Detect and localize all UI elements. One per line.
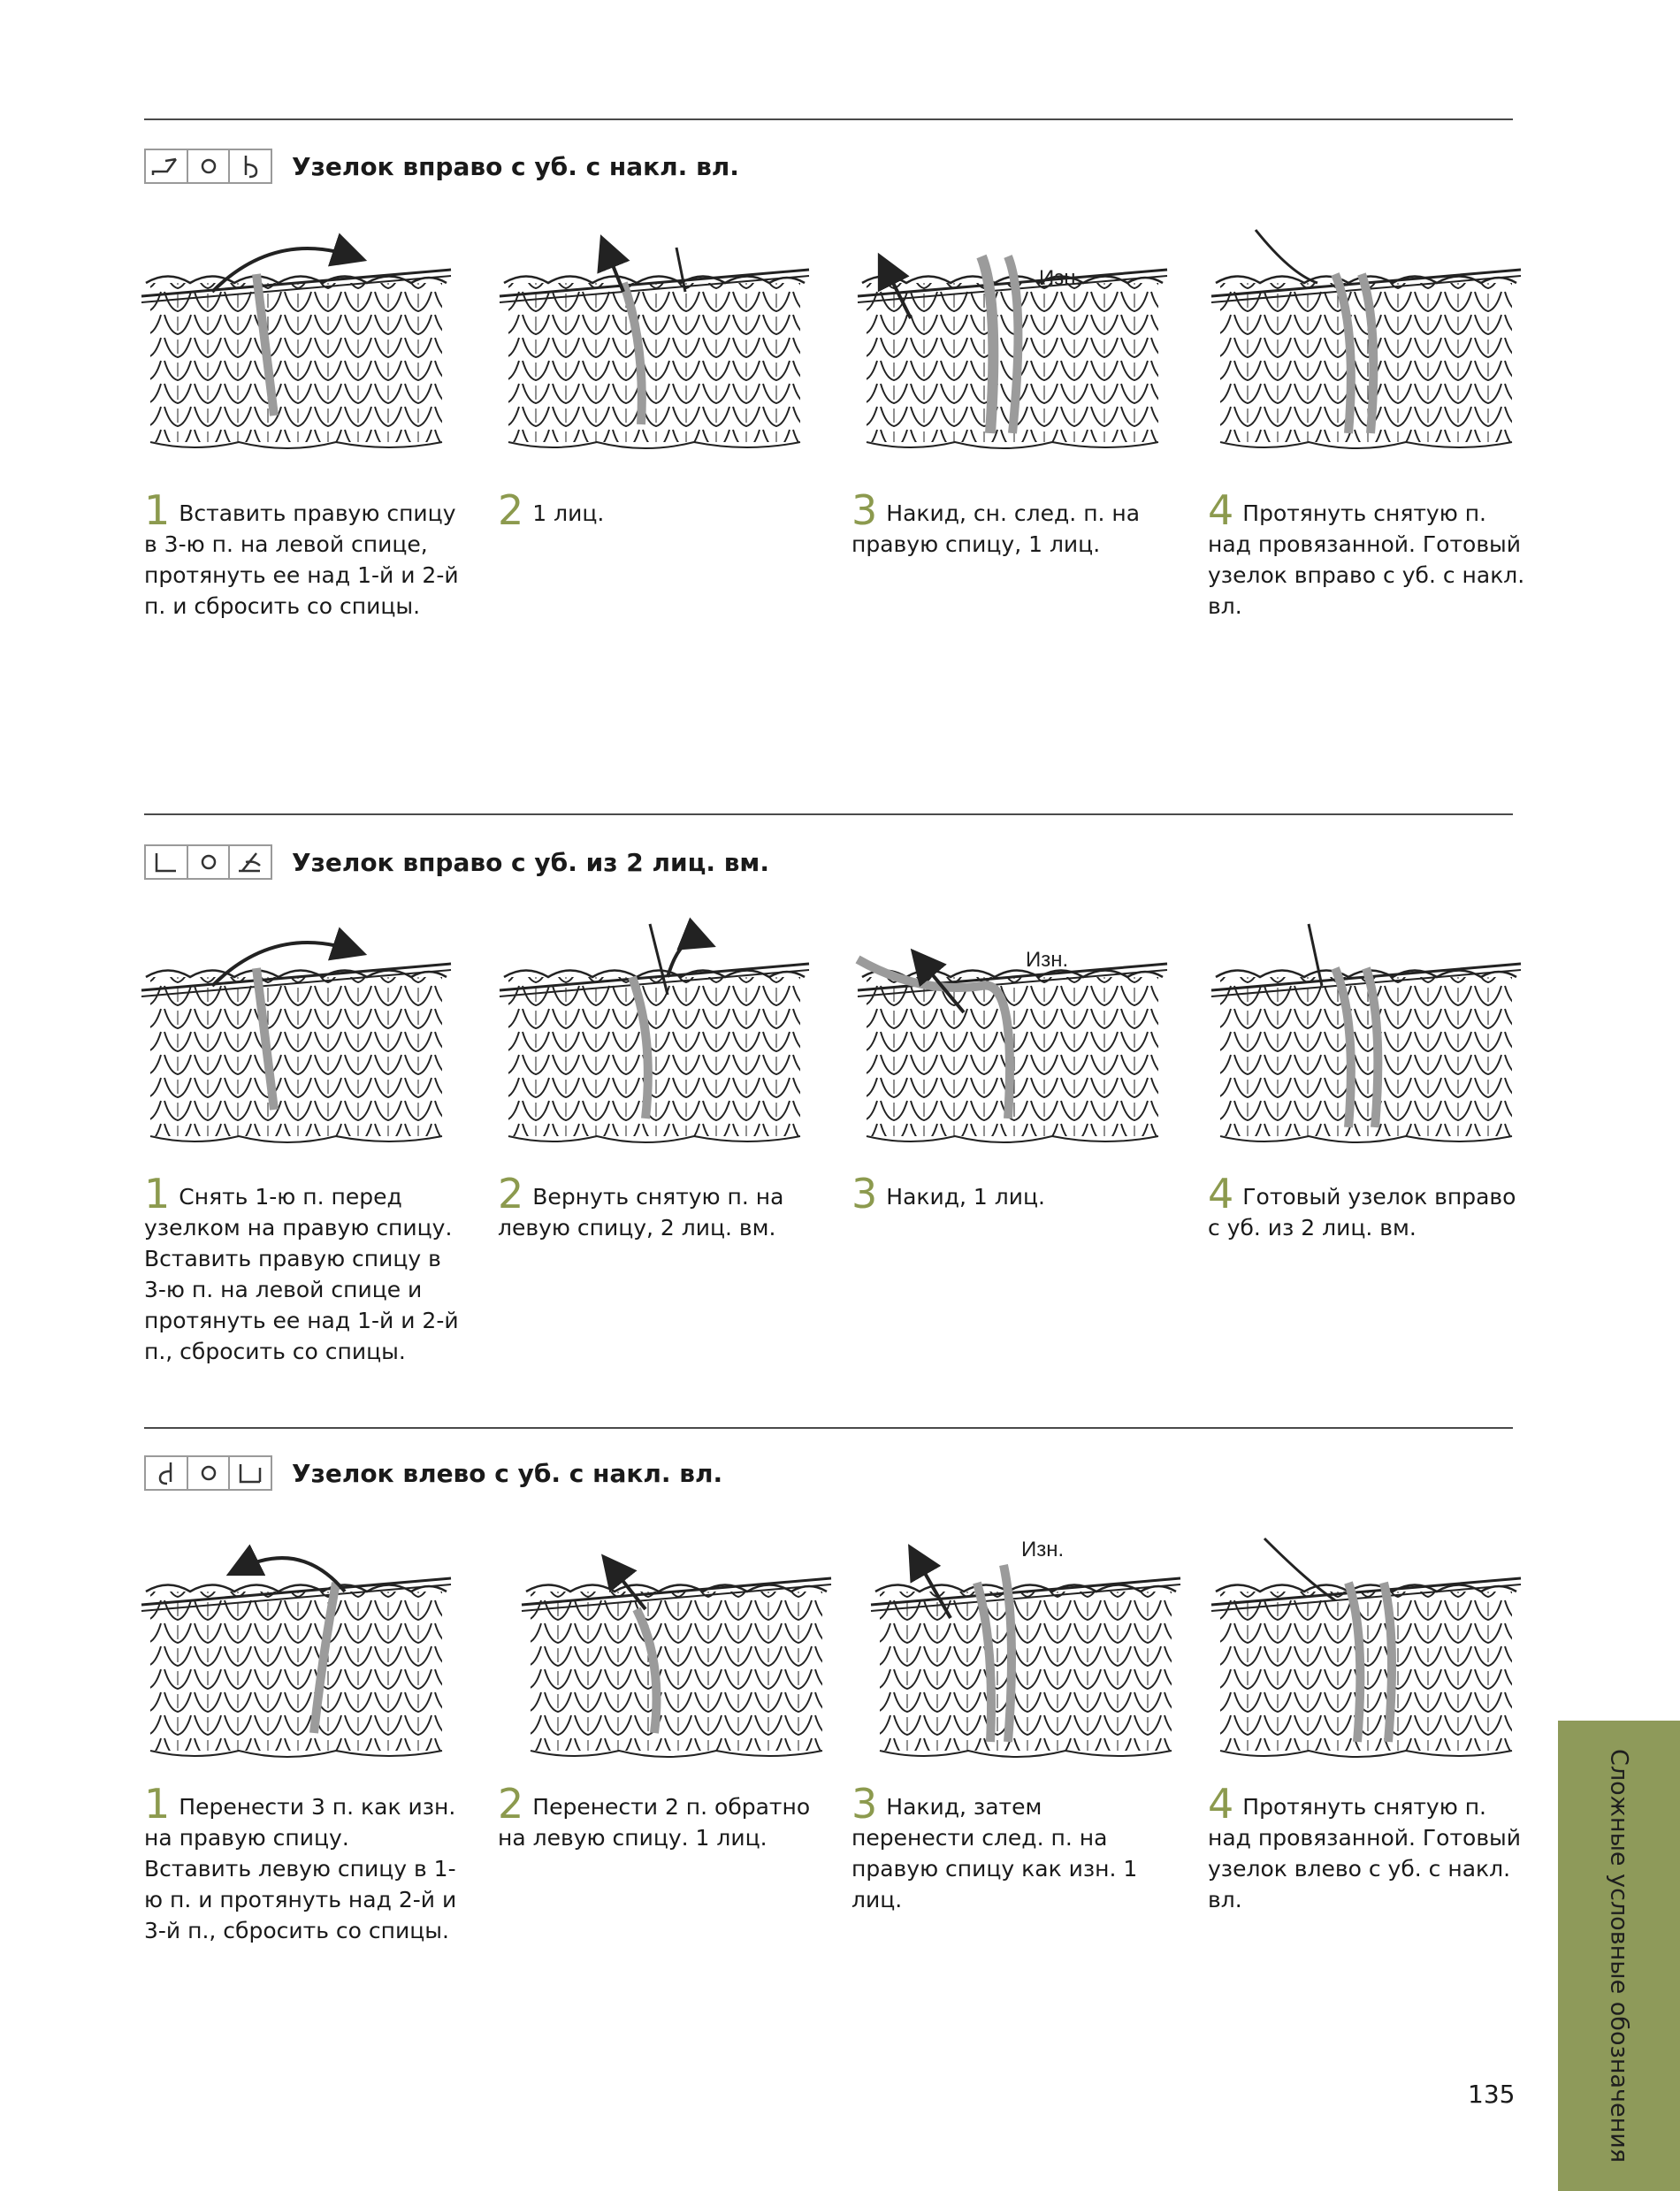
step-description: 1 лиц. [532, 500, 605, 526]
twisted-knit-icon [233, 152, 267, 180]
step-number: 4 [1208, 486, 1234, 534]
step-text [498, 1780, 816, 1853]
step-text [851, 1170, 1170, 1218]
step-text [851, 486, 1170, 560]
step-illustration [491, 915, 827, 1172]
yarn-over-circle-icon [192, 152, 225, 180]
yarn-over-circle-icon [192, 848, 225, 876]
step-number: 3 [851, 1170, 878, 1218]
step-illustration [1203, 1530, 1539, 1786]
section-header [144, 1453, 722, 1493]
step-description: Снять 1-ю п. перед узелком на правую спицу. Вставить правую спицу в 3-ю п. на левой спице и протянуть ее над 1-й и 2-й п., сбросить со спицы. [144, 1184, 459, 1364]
section-header [144, 842, 769, 882]
step-description: Накид, сн. след. п. на правую спицу, 1 лиц. [851, 500, 1141, 557]
step-text [144, 1780, 462, 1946]
step-number: 1 [144, 1170, 171, 1218]
page-number: 135 [1468, 2080, 1516, 2109]
step-number: 4 [1208, 1780, 1234, 1828]
step-description: Протянуть снятую п. над провязанной. Готовый узелок вправо с уб. с накл. вл. [1208, 500, 1525, 619]
wrong-side-label: Изн. [1021, 1538, 1065, 1561]
left-slant-stitch-icon [233, 1459, 267, 1487]
step-number: 2 [498, 486, 524, 534]
wrong-side-label: Изн. [1026, 948, 1069, 972]
step-text [1208, 1170, 1526, 1243]
step-text [851, 1780, 1170, 1915]
step-number: 1 [144, 486, 171, 534]
twisted-knit-mirror-icon [149, 1459, 183, 1487]
step-description: Вставить правую спицу в 3-ю п. на левой спице, протянуть ее над 1-й и 2-й п. и сбросить со спицы. [144, 500, 459, 619]
step-description: Вернуть снятую п. на левую спицу, 2 лиц. вм. [498, 1184, 784, 1241]
stitch-symbol [144, 844, 272, 880]
step-illustration [133, 915, 469, 1172]
stitch-symbol [144, 149, 272, 184]
step-illustration [862, 1530, 1198, 1786]
step-text [1208, 486, 1526, 622]
step-number: 3 [851, 1780, 878, 1828]
stitch-symbol [144, 1455, 272, 1491]
step-illustration [513, 1530, 849, 1786]
step-number: 2 [498, 1780, 524, 1828]
right-slant-stitch-icon [149, 152, 183, 180]
step-description: Перенести 3 п. как изн. на правую спицу. Вставить левую спицу в 1-ю п. и протянуть над 2-й и 3-й п., сбросить со спицы. [144, 1794, 457, 1943]
chapter-tab-label: Сложные условные обозначения [1605, 1748, 1633, 2164]
step-number: 2 [498, 1170, 524, 1218]
step-illustration [849, 221, 1185, 477]
step-illustration [133, 1530, 469, 1786]
step-description: Готовый узелок вправо с уб. из 2 лиц. вм. [1208, 1184, 1516, 1241]
step-description: Протянуть снятую п. над провязанной. Готовый узелок влево с уб. с накл. вл. [1208, 1794, 1522, 1912]
section-divider [144, 118, 1513, 120]
knit-cell-icon [149, 848, 183, 876]
section-header [144, 146, 739, 187]
step-description: Накид, затем перенести след. п. на правую спицу как изн. 1 лиц. [851, 1794, 1138, 1912]
yarn-over-circle-icon [192, 1459, 225, 1487]
step-text [1208, 1780, 1526, 1915]
step-number: 1 [144, 1780, 171, 1828]
step-description: Перенести 2 п. обратно на левую спицу. 1 лиц. [498, 1794, 811, 1851]
step-illustration [133, 221, 469, 477]
section-title: Узелок вправо с уб. с накл. вл. [292, 151, 739, 181]
step-text [498, 486, 816, 534]
step-illustration [1203, 915, 1539, 1172]
k2tog-symbol-icon [233, 848, 267, 876]
step-number: 3 [851, 486, 878, 534]
section-title: Узелок вправо с уб. из 2 лиц. вм. [292, 847, 769, 877]
step-text [144, 1170, 462, 1367]
step-text [498, 1170, 816, 1243]
section-divider [144, 1427, 1513, 1429]
step-illustration [1203, 221, 1539, 477]
step-illustration [491, 221, 827, 477]
step-description: Накид, 1 лиц. [886, 1184, 1045, 1210]
step-text [144, 486, 462, 622]
wrong-side-label: Изн. [1039, 266, 1082, 290]
section-divider [144, 813, 1513, 815]
section-title: Узелок влево с уб. с накл. вл. [292, 1458, 723, 1488]
step-number: 4 [1208, 1170, 1234, 1218]
step-illustration [849, 915, 1185, 1172]
